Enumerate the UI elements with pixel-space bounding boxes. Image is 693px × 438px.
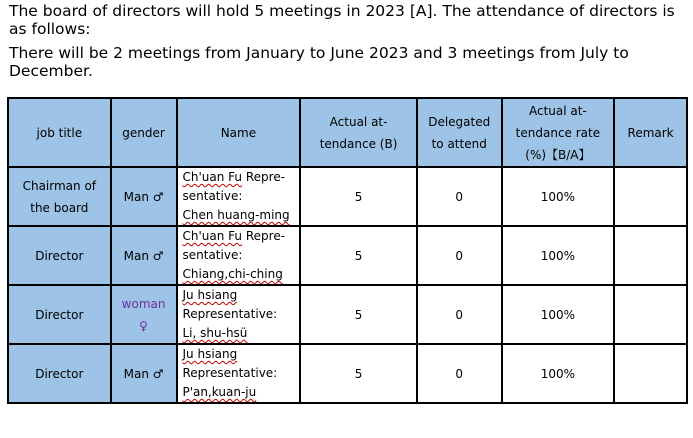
table-row — [8, 285, 687, 344]
cell-remark — [614, 226, 687, 285]
document-heading — [9, 2, 689, 80]
cell-remark — [614, 285, 687, 344]
header-actual-attendance — [300, 98, 416, 167]
table-row — [8, 167, 687, 226]
header-name: Name — [177, 98, 301, 167]
cell-remark — [614, 344, 687, 403]
cell-delegated: 0 — [417, 285, 502, 344]
cell-job-title: Director — [8, 226, 111, 285]
header-delegated — [417, 98, 502, 167]
cell-name — [177, 344, 301, 403]
header-delegated-line1: Delegated — [428, 114, 491, 129]
heading-line-meetings: The board of directors will hold 5 meetings in 2023 [A]. The attendance of directors is as follows: — [9, 2, 675, 38]
cell-delegated: 0 — [417, 167, 502, 226]
cell-actual-attendance: 5 — [300, 344, 416, 403]
cell-job-title: Director — [8, 285, 111, 344]
header-gender: gender — [111, 98, 177, 167]
representative-label: sentative: — [182, 248, 243, 262]
cell-job-title: Director — [8, 344, 111, 403]
company-name: Ch'uan Fu — [182, 229, 243, 243]
director-person-name: Li, shu-hsü — [182, 326, 248, 340]
header-delegated-line2: to attend — [431, 136, 487, 151]
header-rate-line2: tendance rate — [515, 125, 601, 140]
cell-remark — [614, 167, 687, 226]
representative-label: Representative: — [182, 307, 278, 321]
table-row — [8, 226, 687, 285]
cell-actual-attendance: 5 — [300, 285, 416, 344]
header-remark: Remark — [614, 98, 687, 167]
cell-name — [177, 167, 301, 226]
cell-gender: Man ♂ — [111, 226, 177, 285]
gender-label: woman — [121, 296, 166, 311]
attendance-table — [7, 97, 688, 404]
table-header-row — [8, 98, 687, 167]
header-attendance-rate — [502, 98, 615, 167]
representative-label: Representative: — [182, 366, 278, 380]
cell-attendance-rate: 100% — [502, 167, 615, 226]
header-actual-attendance-line1: Actual at- — [329, 114, 388, 129]
cell-name — [177, 285, 301, 344]
cell-job-title — [8, 167, 111, 226]
cell-gender: Man ♂ — [111, 167, 177, 226]
header-actual-attendance-line2: tendance (B) — [319, 136, 398, 151]
cell-gender: Man ♂ — [111, 344, 177, 403]
cell-actual-attendance: 5 — [300, 226, 416, 285]
heading-line-schedule: There will be 2 meetings from January to June 2023 and 3 meetings from July to December. — [9, 44, 629, 80]
company-name: Ch'uan Fu — [182, 170, 243, 184]
representative-label: sentative: — [182, 189, 243, 203]
cell-name — [177, 226, 301, 285]
director-person-name: Chiang,chi-ching — [182, 267, 283, 281]
cell-delegated: 0 — [417, 226, 502, 285]
cell-attendance-rate: 100% — [502, 344, 615, 403]
cell-actual-attendance: 5 — [300, 167, 416, 226]
company-name-rest: Repre- — [245, 170, 286, 184]
female-symbol-icon: ♀ — [139, 318, 148, 333]
company-name: Ju hsiang — [182, 288, 238, 302]
company-name: Ju hsiang — [182, 347, 238, 361]
director-person-name: P'an,kuan-ju — [182, 385, 257, 399]
job-title-line2: the board — [30, 200, 89, 215]
table-row — [8, 344, 687, 403]
cell-attendance-rate: 100% — [502, 285, 615, 344]
cell-delegated: 0 — [417, 344, 502, 403]
job-title-line1: Chairman of — [22, 178, 97, 193]
company-name-rest: Repre- — [245, 229, 286, 243]
header-job-title: job title — [8, 98, 111, 167]
cell-gender — [111, 285, 177, 344]
header-rate-line3: (%)【B/A】 — [525, 147, 591, 162]
header-rate-line1: Actual at- — [529, 103, 587, 118]
cell-attendance-rate: 100% — [502, 226, 615, 285]
director-person-name: Chen huang-ming — [182, 208, 290, 222]
